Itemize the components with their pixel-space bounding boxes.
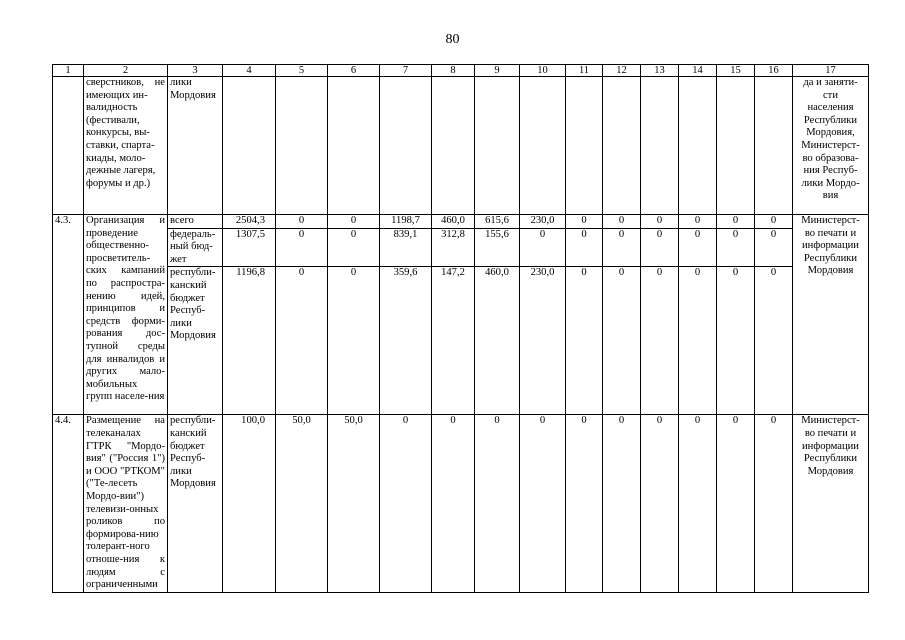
row-number-cell: 4.4. xyxy=(53,415,84,592)
value-cell: 0 xyxy=(566,267,603,415)
value-cell: 0 xyxy=(475,415,520,592)
value-cell: 0 xyxy=(641,267,679,415)
table-row xyxy=(53,267,869,415)
value-cell: 230,0 xyxy=(520,215,566,229)
value-cell: 1196,8 xyxy=(223,267,276,415)
funding-source-cell: республи- канский бюджет Респуб- лики Мордовия xyxy=(168,415,223,592)
value-cell: 100,0 xyxy=(223,415,276,592)
column-header-14: 14 xyxy=(679,65,717,77)
measure-name-cell: Размещение на телеканалах ГТРК "Мордо-вия" ("Россия 1") и ООО "РТКОМ" ("Те-лесеть Мордо-вии") телевизи-онных роликов по формирова-нию толерант-ного отноше-ния к людям с ограниченными xyxy=(84,415,168,592)
column-header-8: 8 xyxy=(432,65,475,77)
value-cell: 0 xyxy=(276,215,328,229)
value-cell: 0 xyxy=(520,415,566,592)
value-cell: 0 xyxy=(520,228,566,267)
value-cell: 460,0 xyxy=(475,267,520,415)
responsible-cell: Министерст- во печати и информации Республики Мордовия xyxy=(793,415,869,592)
value-cell: 155,6 xyxy=(475,228,520,267)
value-cell: 0 xyxy=(276,267,328,415)
measure-name-cell: сверстников, не имеющих ин- валидность (фестивали, конкурсы, вы- ставки, спарта- киады, моло- дежные лагеря, форумы и др.) xyxy=(84,77,168,215)
value-cell: 1198,7 xyxy=(380,215,432,229)
value-cell: 0 xyxy=(755,228,793,267)
column-header-9: 9 xyxy=(475,65,520,77)
table-row xyxy=(53,215,869,229)
column-header-1: 1 xyxy=(53,65,84,77)
value-cell: 0 xyxy=(717,215,755,229)
value-cell: 0 xyxy=(566,415,603,592)
column-header-12: 12 xyxy=(603,65,641,77)
column-header-11: 11 xyxy=(566,65,603,77)
responsible-cell: да и заняти- сти населения Республики Мордовия, Министерст- во образова- ния Респуб- лики Мордо- вия xyxy=(793,77,869,215)
value-cell: 0 xyxy=(755,215,793,229)
budget-table xyxy=(52,64,869,593)
value-cell: 0 xyxy=(603,415,641,592)
value-cell: 0 xyxy=(328,267,380,415)
value-cell: 0 xyxy=(717,228,755,267)
value-cell: 0 xyxy=(679,267,717,415)
funding-source-cell: республи- канский бюджет Респуб- лики Мордовия xyxy=(168,267,223,415)
page-number: 80 xyxy=(445,32,460,47)
column-header-6: 6 xyxy=(328,65,380,77)
column-header-5: 5 xyxy=(276,65,328,77)
value-cell: 0 xyxy=(641,415,679,592)
responsible-cell: Министерст- во печати и информации Республики Мордовия xyxy=(793,215,869,415)
value-cell: 230,0 xyxy=(520,267,566,415)
value-cell: 0 xyxy=(755,267,793,415)
value-cell: 0 xyxy=(432,415,475,592)
value-cell: 0 xyxy=(641,228,679,267)
table-row xyxy=(53,228,869,267)
measure-name-cell: Организация и проведение общественно-просветитель-ских кампаний по распростра-нению идей, принципов и средств форми-рования дос-тупной среды для инвалидов и других мало-мобильных групп населе-ния xyxy=(84,215,168,415)
value-cell: 0 xyxy=(328,215,380,229)
value-cell: 460,0 xyxy=(432,215,475,229)
value-cell: 1307,5 xyxy=(223,228,276,267)
value-cell: 0 xyxy=(717,267,755,415)
value-cell: 0 xyxy=(566,228,603,267)
table-row xyxy=(53,77,869,215)
value-cell: 839,1 xyxy=(380,228,432,267)
column-header-3: 3 xyxy=(168,65,223,77)
funding-source-cell: всего xyxy=(168,215,223,229)
value-cell: 312,8 xyxy=(432,228,475,267)
value-cell: 0 xyxy=(679,215,717,229)
header-row xyxy=(53,65,869,77)
value-cell: 2504,3 xyxy=(223,215,276,229)
value-cell: 0 xyxy=(276,228,328,267)
value-cell: 0 xyxy=(679,415,717,592)
row-number-cell xyxy=(53,77,84,215)
column-header-16: 16 xyxy=(755,65,793,77)
value-cell: 0 xyxy=(328,228,380,267)
column-header-13: 13 xyxy=(641,65,679,77)
value-cell: 0 xyxy=(603,267,641,415)
funding-source-cell: федераль- ный бюд- жет xyxy=(168,228,223,267)
value-cell: 615,6 xyxy=(475,215,520,229)
value-cell: 0 xyxy=(641,215,679,229)
value-cell: 359,6 xyxy=(380,267,432,415)
value-cell: 0 xyxy=(679,228,717,267)
column-header-15: 15 xyxy=(717,65,755,77)
value-cell: 0 xyxy=(755,415,793,592)
column-header-4: 4 xyxy=(223,65,276,77)
value-cell: 0 xyxy=(603,228,641,267)
column-header-7: 7 xyxy=(380,65,432,77)
value-cell: 147,2 xyxy=(432,267,475,415)
column-header-17: 17 xyxy=(793,65,869,77)
funding-source-cell: лики Мордовия xyxy=(168,77,223,215)
value-cell: 50,0 xyxy=(328,415,380,592)
column-header-2: 2 xyxy=(84,65,168,77)
value-cell: 0 xyxy=(717,415,755,592)
row-number-cell: 4.3. xyxy=(53,215,84,415)
value-cell: 0 xyxy=(603,215,641,229)
value-cell: 50,0 xyxy=(276,415,328,592)
table-row xyxy=(53,415,869,592)
value-cell: 0 xyxy=(380,415,432,592)
value-cell: 0 xyxy=(566,215,603,229)
column-header-10: 10 xyxy=(520,65,566,77)
